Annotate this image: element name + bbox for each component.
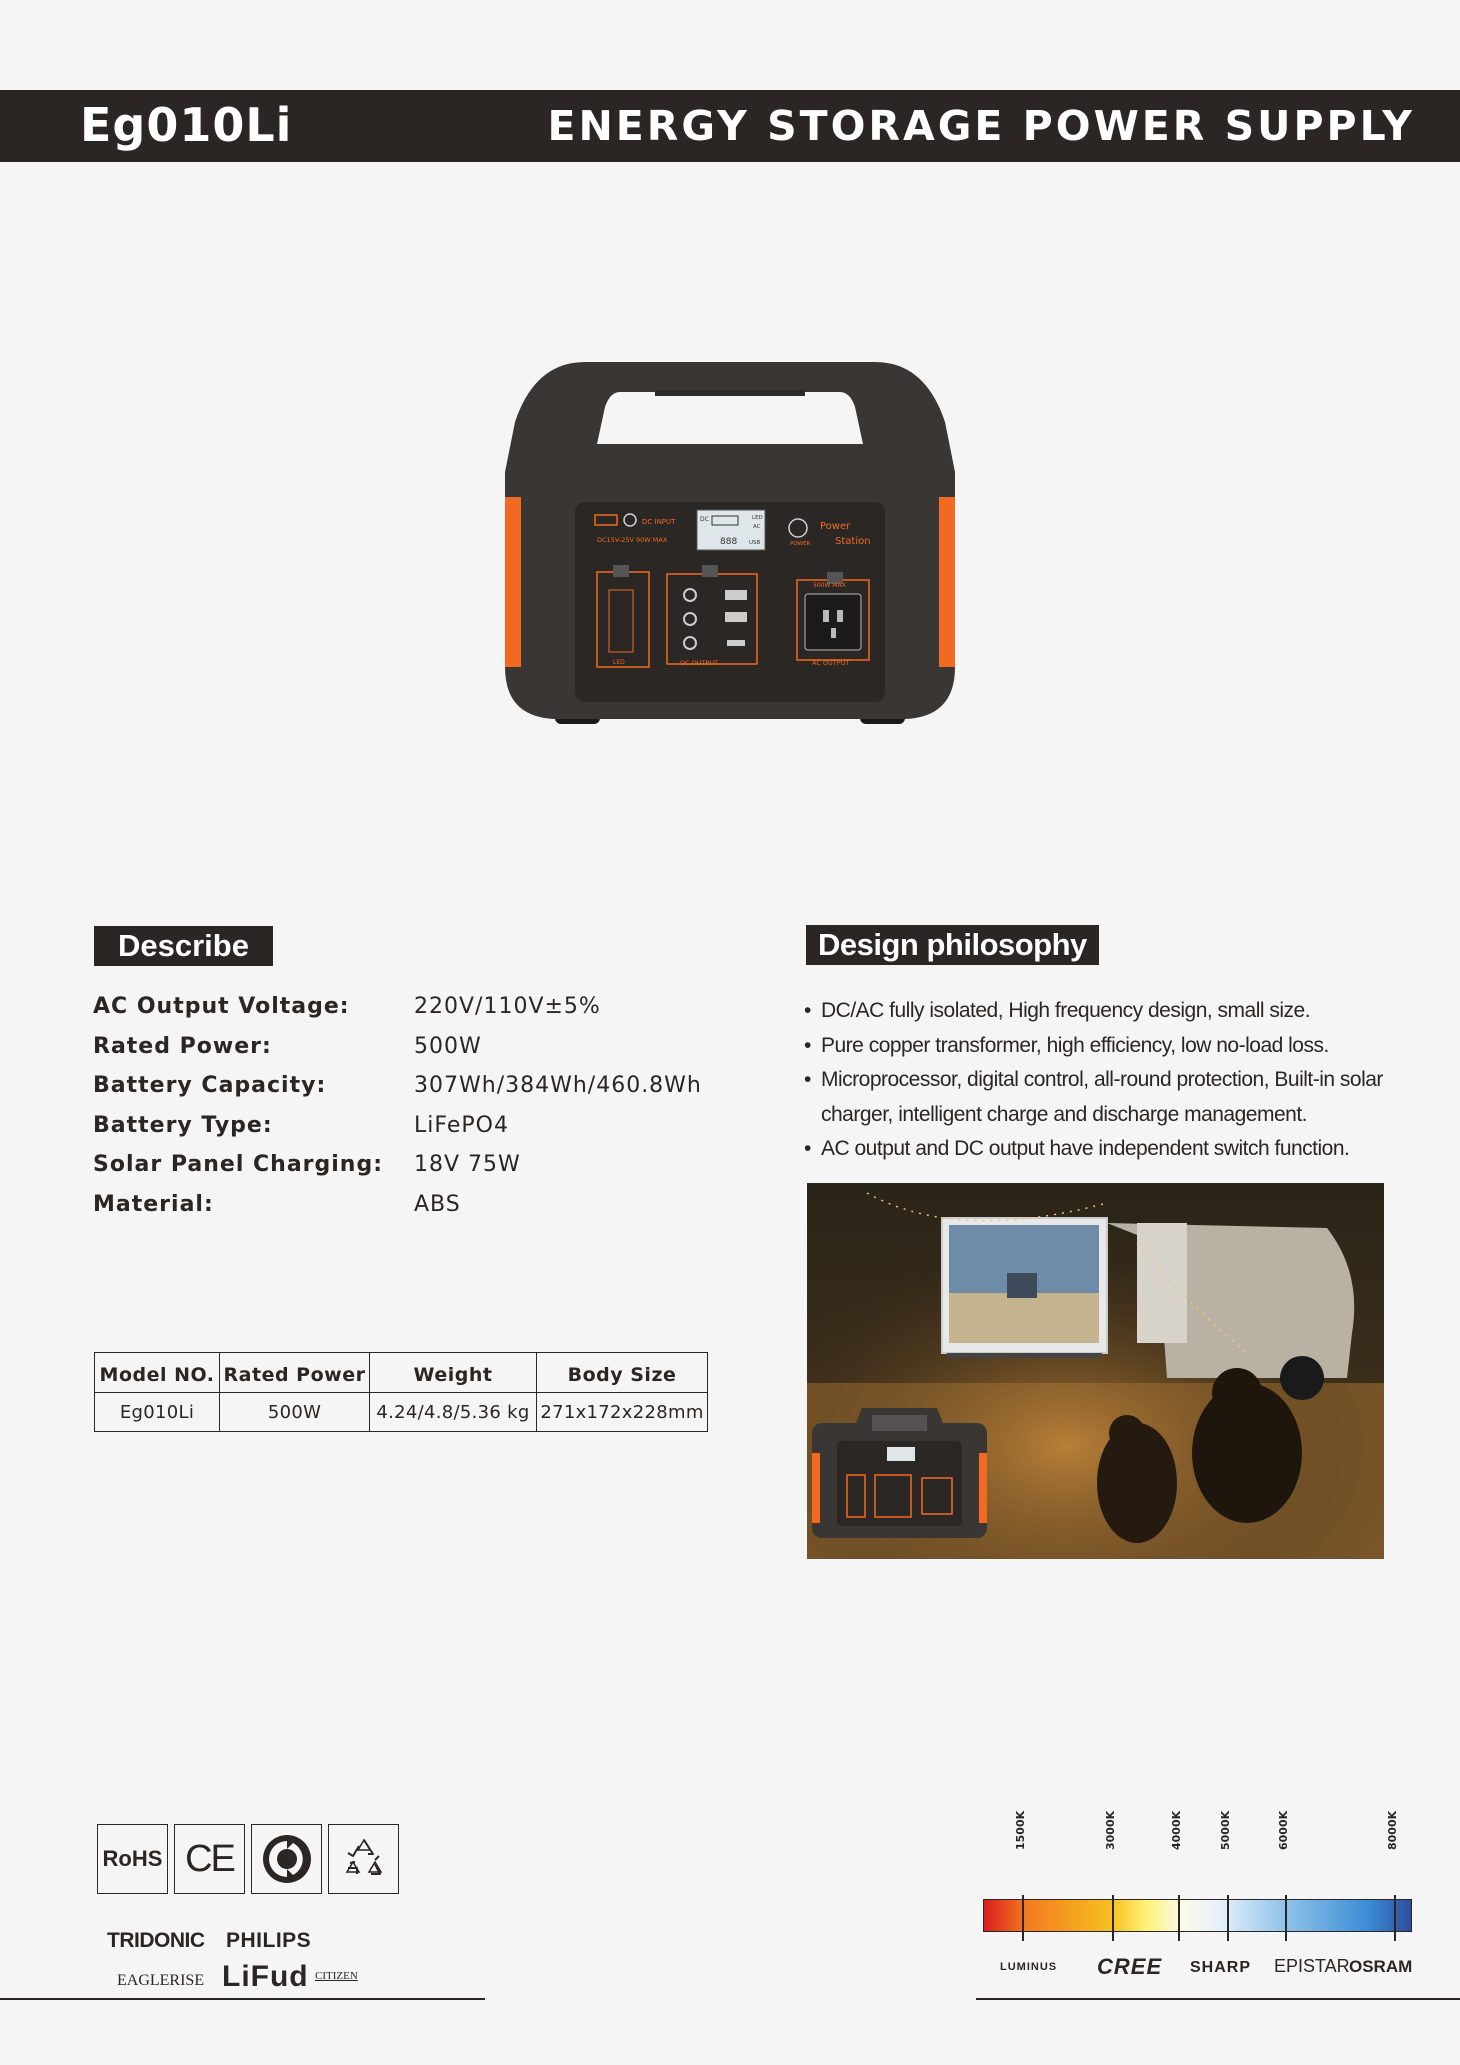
spec-value: 307Wh/384Wh/460.8Wh — [414, 1073, 702, 1098]
brand-osram-logo: OSRAM — [1349, 1957, 1413, 1976]
spec-label: Material: — [93, 1191, 214, 1217]
brand-philips-logo: PHILIPS — [226, 1929, 312, 1952]
spec-label: Battery Capacity: — [93, 1073, 327, 1098]
table-row — [95, 1393, 708, 1432]
display-led: LED — [752, 515, 763, 521]
power-button-label: POWER — [790, 541, 811, 547]
brand-cree-logo: CREE — [1097, 1954, 1163, 1979]
spec-row — [93, 1152, 733, 1192]
dc-output-label: DC OUTPUT — [680, 659, 719, 667]
spec-row — [93, 1034, 733, 1074]
design-bullet: • DC/AC fully isolated, High frequency design, small size. — [804, 994, 1404, 1029]
table-cell: Eg010Li — [95, 1393, 220, 1432]
table-header-cell: Rated Power — [220, 1353, 370, 1393]
ac-output-label: AC OUTPUT — [812, 659, 850, 667]
led-label: LED — [613, 659, 625, 666]
spec-value: 18V 75W — [414, 1152, 521, 1177]
design-bullet-list — [804, 994, 1404, 1167]
brand-line-2: Station — [835, 536, 871, 547]
table-header-cell: Weight — [370, 1353, 537, 1393]
brand-sharp-logo: SHARP — [1190, 1959, 1252, 1976]
brand-tridonic-logo: TRIDONIC — [107, 1929, 205, 1952]
display-digits: 888 — [720, 537, 738, 547]
display-dc: DC — [700, 516, 709, 523]
ce-label: CE — [185, 1837, 234, 1880]
spec-list — [93, 994, 733, 1231]
ac-rating-label: 500W MAX — [813, 582, 846, 589]
display-usb: USB — [749, 540, 761, 546]
model-title: Eg010Li — [80, 98, 293, 152]
brand-epistar-logo: EPISTAR — [1274, 1956, 1350, 1976]
brand-line-1: Power — [820, 521, 851, 532]
footer-rule-right — [976, 1998, 1460, 2000]
table-cell: 271x172x228mm — [537, 1393, 708, 1432]
camping-scene-photo — [807, 1183, 1384, 1559]
spec-row — [93, 1113, 733, 1153]
design-bullet: • Microprocessor, digital control, all-round protection, Built-in solar charger, intelligent charge and discharge management. — [804, 1063, 1404, 1132]
k-tick — [1227, 1895, 1229, 1941]
dc-input-spec: DC15V-25V 90W MAX — [597, 536, 668, 544]
page-title: ENERGY STORAGE POWER SUPPLY — [547, 102, 1415, 150]
display-ac: AC — [753, 524, 761, 530]
brand-luminus-logo: LUMINUS — [1000, 1961, 1058, 1973]
footer-rule-left — [0, 1998, 485, 2000]
table-header-cell: Body Size — [537, 1353, 708, 1393]
k-tick — [1022, 1895, 1024, 1941]
color-temperature-bar — [983, 1899, 1412, 1932]
k-tick — [1112, 1895, 1114, 1941]
brand-eaglerise-logo: EAGLERISE — [117, 1972, 205, 1989]
green-dot-icon — [261, 1833, 313, 1885]
design-bullet: • AC output and DC output have independent switch function. — [804, 1132, 1404, 1167]
spec-value: LiFePO4 — [414, 1112, 509, 1138]
brand-citizen-logo: CITIZEN — [315, 1970, 358, 1982]
table-cell: 500W — [220, 1393, 370, 1432]
recycle-badge — [328, 1824, 399, 1894]
k-label: 3000K — [1104, 1810, 1117, 1850]
table-cell: 4.24/4.8/5.36 kg — [370, 1393, 537, 1432]
k-label: 6000K — [1277, 1810, 1290, 1850]
design-heading: Design philosophy — [806, 925, 1099, 965]
spec-value: ABS — [414, 1191, 461, 1217]
green-dot-badge — [251, 1824, 322, 1894]
rohs-label: RoHS — [102, 1846, 163, 1871]
header-banner — [0, 90, 1460, 162]
ce-badge — [174, 1824, 245, 1894]
k-label: 5000K — [1219, 1810, 1232, 1850]
spec-label: AC Output Voltage: — [93, 994, 350, 1019]
k-tick — [1178, 1895, 1180, 1941]
dc-input-label: DC INPUT — [642, 518, 676, 526]
table-header-cell: Model NO. — [95, 1353, 220, 1393]
design-bullet: • Pure copper transformer, high efficiency, low no-load loss. — [804, 1029, 1404, 1064]
brand-lifud-logo: LiFud — [222, 1960, 309, 1993]
spec-row — [93, 994, 733, 1034]
k-label: 4000K — [1170, 1810, 1183, 1850]
rohs-badge — [97, 1824, 168, 1894]
table-header-row — [95, 1353, 708, 1393]
k-label: 1500K — [1014, 1810, 1027, 1850]
spec-label: Rated Power: — [93, 1033, 272, 1059]
recycle-icon — [339, 1834, 389, 1884]
k-tick — [1285, 1895, 1287, 1941]
spec-row — [93, 1073, 733, 1113]
k-tick — [1394, 1895, 1396, 1941]
k-label: 8000K — [1386, 1810, 1399, 1850]
model-table — [94, 1352, 708, 1432]
product-image — [505, 362, 955, 734]
spec-value: 500W — [414, 1033, 482, 1059]
spec-label: Solar Panel Charging: — [93, 1152, 384, 1177]
describe-heading: Describe — [94, 926, 273, 966]
spec-label: Battery Type: — [93, 1112, 273, 1138]
spec-value: 220V/110V±5% — [414, 994, 601, 1019]
spec-row — [93, 1192, 733, 1232]
